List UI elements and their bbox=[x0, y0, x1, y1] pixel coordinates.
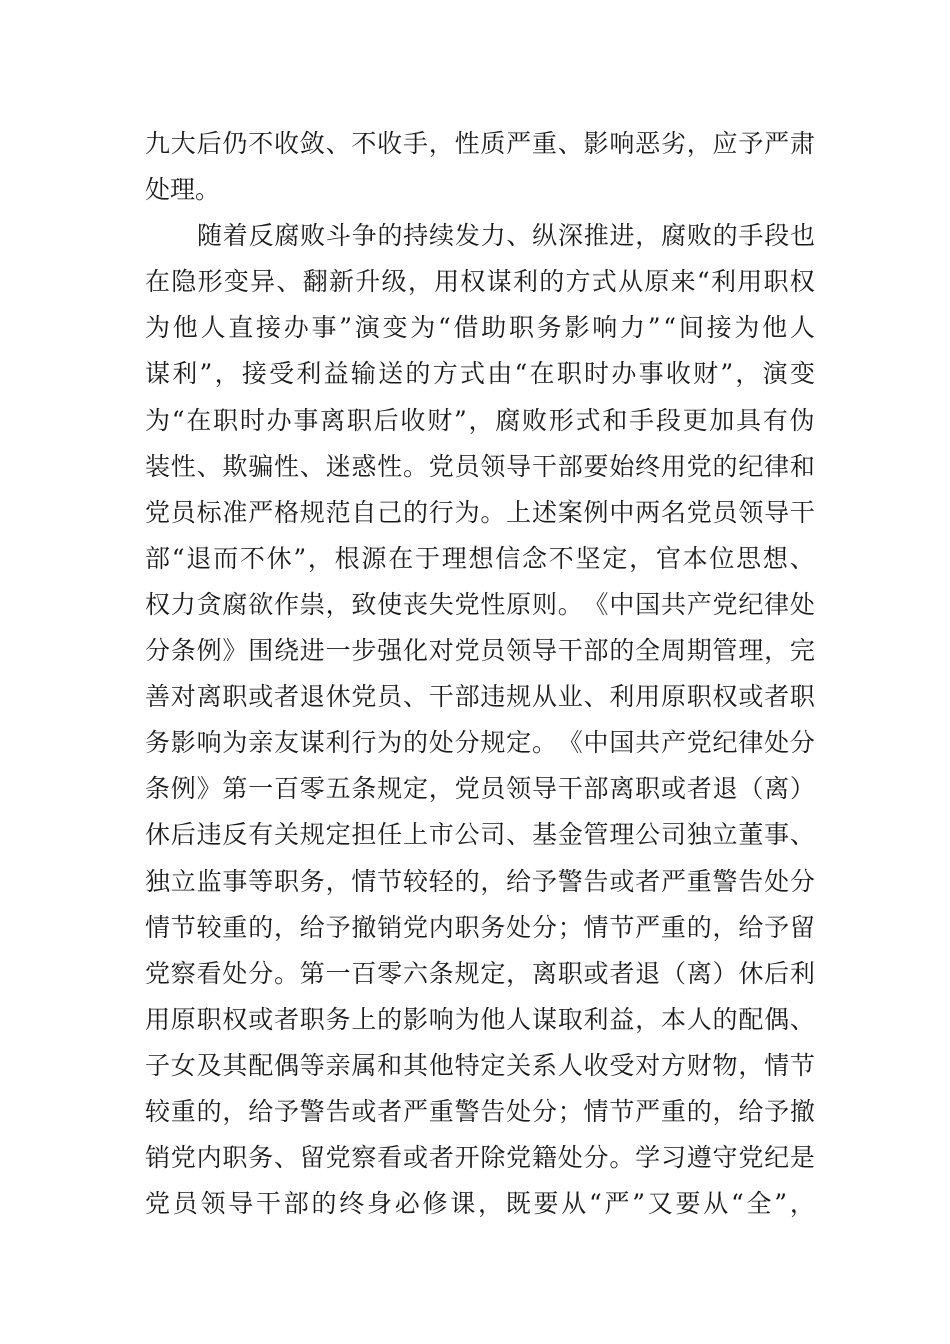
text-line: 独 立 监 事 等 职 务 ， 情 节 较 轻 的 ， 给 予 警 告 或 者 严 重 警 告 处 分 bbox=[145, 866, 815, 896]
text-line: 处理。 bbox=[145, 175, 221, 205]
text-line: 党 察 看 处 分 。 第 一 百 零 六 条 规 定 ， 离 职 或 者 退 （ 离 ） 休 后 利 bbox=[145, 958, 815, 988]
text-line: 分 条 例 》 围 绕 进 一 步 强 化 对 党 员 领 导 干 部 的 全 周 期 管 理 ， 完 bbox=[145, 636, 815, 666]
text-line: 销 党 内 职 务 、 留 党 察 看 或 者 开 除 党 籍 处 分 。 学 习 遵 守 党 纪 是 bbox=[145, 1143, 815, 1173]
text-line: 为 他 人 直 接 办 事 ” 演 变 为 “ 借 助 职 务 影 响 力 ” “ 间 接 为 他 人 bbox=[145, 313, 815, 343]
text-line: 条 例 》 第 一 百 零 五 条 规 定 ， 党 员 领 导 干 部 离 职 或 者 退 （ 离 ） bbox=[145, 774, 815, 804]
text-line: 为 “ 在 职 时 办 事 离 职 后 收 财 ” ， 腐 败 形 式 和 手 段 更 加 具 有 伪 bbox=[145, 405, 815, 435]
text-line: 用 原 职 权 或 者 职 务 上 的 影 响 为 他 人 谋 取 利 益 ， 本 人 的 配 偶 、 bbox=[145, 1004, 815, 1034]
text-line: 随 着 反 腐 败 斗 争 的 持 续 发 力 、 纵 深 推 进 ， 腐 败 的 手 段 也 bbox=[197, 221, 815, 251]
text-line: 务 影 响 为 亲 友 谋 利 行 为 的 处 分 规 定 。 《 中 国 共 产 党 纪 律 处 分 bbox=[145, 728, 815, 758]
text-line: 休 后 违 反 有 关 规 定 担 任 上 市 公 司 、 基 金 管 理 公 司 独 立 董 事 、 bbox=[145, 820, 815, 850]
text-line: 党 员 领 导 干 部 的 终 身 必 修 课 ， 既 要 从 “ 严 ” 又 要 从 “ 全 ” ， bbox=[145, 1189, 815, 1219]
text-line: 在 隐 形 变 异 、 翻 新 升 级 ， 用 权 谋 利 的 方 式 从 原 来 “ 利 用 职 权 bbox=[145, 267, 815, 297]
text-line: 较 重 的 ， 给 予 警 告 或 者 严 重 警 告 处 分 ； 情 节 严 重 的 ， 给 予 撤 bbox=[145, 1096, 815, 1126]
text-line: 善 对 离 职 或 者 退 休 党 员 、 干 部 违 规 从 业 、 利 用 原 职 权 或 者 职 bbox=[145, 682, 815, 712]
text-line: 装 性 、 欺 骗 性 、 迷 惑 性 。 党 员 领 导 干 部 要 始 终 用 党 的 纪 律 和 bbox=[145, 451, 815, 481]
text-line: 谋 利 ” ， 接 受 利 益 输 送 的 方 式 由 “ 在 职 时 办 事 收 财 ” ， 演 变 bbox=[145, 359, 815, 389]
text-line: 权 力 贪 腐 欲 作 祟 ， 致 使 丧 失 党 性 原 则 。 《 中 国 共 产 党 纪 律 处 bbox=[145, 589, 815, 619]
body-text bbox=[145, 121, 815, 1227]
text-line: 九 大 后 仍 不 收 敛 、 不 收 手 ， 性 质 严 重 、 影 响 恶 劣 ， 应 予 严 肃 bbox=[145, 129, 815, 158]
text-line: 党 员 标 准 严 格 规 范 自 己 的 行 为 。 上 述 案 例 中 两 名 党 员 领 导 干 bbox=[145, 497, 815, 527]
text-line: 情 节 较 重 的 ， 给 予 撤 销 党 内 职 务 处 分 ； 情 节 严 重 的 ， 给 予 留 bbox=[145, 912, 815, 942]
text-line: 子 女 及 其 配 偶 等 亲 属 和 其 他 特 定 关 系 人 收 受 对 方 财 物 ， 情 节 bbox=[145, 1050, 815, 1080]
text-line: 部 “ 退 而 不 休 ” ， 根 源 在 于 理 想 信 念 不 坚 定 ， 官 本 位 思 想 、 bbox=[145, 543, 815, 573]
